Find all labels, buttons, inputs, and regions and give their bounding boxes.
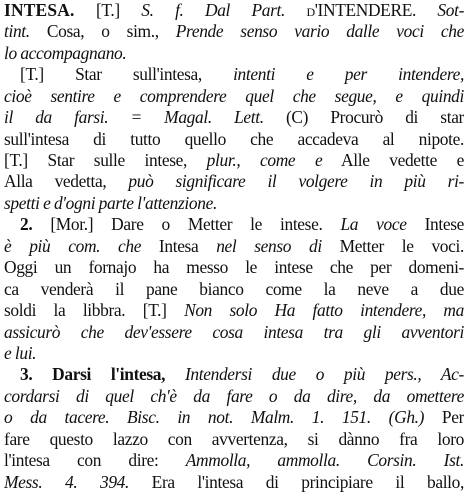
definition: cioè sentire e comprendere quel che segue, e quindi: [4, 85, 464, 106]
text-line-18: [20, 364, 464, 385]
line-text: Cosa, o sim.,: [46, 21, 159, 42]
tag: [T.]: [95, 0, 120, 20]
text-line-17: [4, 343, 464, 364]
etymology: d'INTENDERE.: [306, 0, 416, 20]
quote: (C) Procurò di star: [285, 107, 464, 128]
text-line-23: [4, 472, 464, 493]
citation-source: (Gh.): [388, 407, 425, 428]
definition: Intendersi due o più pers., Ac-: [184, 364, 464, 385]
definition: spetti e d'ogni parte l'attenzione.: [4, 192, 217, 213]
phrase: Dare o Metter le intese.: [111, 214, 323, 235]
text-line-2: [4, 21, 464, 42]
text-line-13: [4, 257, 464, 278]
text-line-5: [4, 86, 464, 107]
text-line-9: [4, 171, 464, 192]
definition: Prende senso vario dalle voci che: [175, 21, 464, 42]
definition: e lui.: [4, 342, 37, 363]
line-text: tint.: [4, 21, 30, 42]
text-line-16: [4, 322, 464, 343]
text-line-6: [4, 107, 464, 128]
grammar-note: plur.,: [206, 150, 241, 171]
definition: è più com. che: [4, 235, 142, 256]
text-line-4: [20, 64, 464, 85]
definition: La voce: [340, 214, 407, 235]
text-line-15: [4, 300, 464, 321]
text-line-3: [4, 43, 464, 64]
definition: assicurò che dev'essere cosa intesa tra gli avventori: [4, 321, 464, 342]
phrase: Star sulle intese,: [47, 150, 188, 171]
phrase: Intese: [424, 214, 464, 235]
phrase: Darsi l'intesa,: [52, 364, 166, 385]
quote: sull'intesa di tutto quello che accadeva al nipote.: [4, 128, 464, 149]
definition: il da farsi.: [4, 107, 109, 128]
text-line-7: [4, 129, 464, 150]
definition: Non solo Ha fatto intendere, ma: [184, 300, 464, 321]
quote: Per: [441, 407, 464, 428]
tag: [T.]: [4, 150, 28, 171]
headword: INTESA.: [4, 0, 75, 20]
definition: intenti e per intendere,: [233, 64, 464, 85]
text-line-22: [4, 450, 464, 471]
tag: [T.]: [20, 64, 44, 85]
sense-number: 3.: [20, 364, 33, 385]
citation: = Magal. Lett.: [130, 107, 264, 128]
sense-number: 2.: [20, 214, 33, 235]
phrase: Alle vedette e: [341, 150, 464, 171]
phrase: Metter le voci.: [339, 235, 464, 256]
tag: [Mor.]: [50, 214, 94, 235]
definition: o da tacere.: [4, 407, 110, 428]
line-text: Sot-: [437, 0, 464, 20]
tag: [T.]: [142, 300, 167, 321]
quote: soldi la libbra.: [4, 300, 126, 321]
definition: cordarsi di quel ch'è da fare o da dire, da omettere: [4, 385, 464, 406]
definition: lo accompagnano.: [4, 42, 127, 63]
quote: fare questo lazzo con avvertenza, si dànno fra loro: [4, 428, 464, 449]
text-line-1: [4, 0, 464, 21]
text-line-10: [4, 193, 464, 214]
definition: può significare il volgere in più ri-: [128, 171, 464, 192]
citation: Mess. 4. 394.: [4, 471, 130, 492]
quote-emphasis: Ammolla, ammolla.: [185, 450, 340, 471]
quote: ca venderà il pane bianco come la neve a due: [4, 278, 464, 299]
quote: l'intesa con dire:: [4, 450, 159, 471]
text-line-19: [4, 386, 464, 407]
definition: nel senso di: [216, 235, 322, 256]
grammar-note: S. f. Dal Part.: [141, 0, 285, 20]
phrase: Star sull'intesa,: [75, 64, 202, 85]
text-line-14: [4, 279, 464, 300]
phrase: Alla vedetta,: [4, 171, 107, 192]
citation: Bisc. in not. Malm. 1. 151.: [127, 407, 371, 428]
quote: Oggi un fornajo ha messo le intese che per domeni-: [4, 257, 464, 278]
citation: Corsin. Ist.: [367, 450, 464, 471]
quote: Era l'intesa di principiare il ballo,: [151, 471, 464, 492]
line-text: come e: [260, 150, 323, 171]
text-line-11: [20, 214, 464, 235]
phrase: Intesa: [158, 235, 199, 256]
text-line-20: [4, 407, 464, 428]
text-line-8: [4, 150, 464, 171]
text-line-12: [4, 236, 464, 257]
text-line-21: [4, 429, 464, 450]
